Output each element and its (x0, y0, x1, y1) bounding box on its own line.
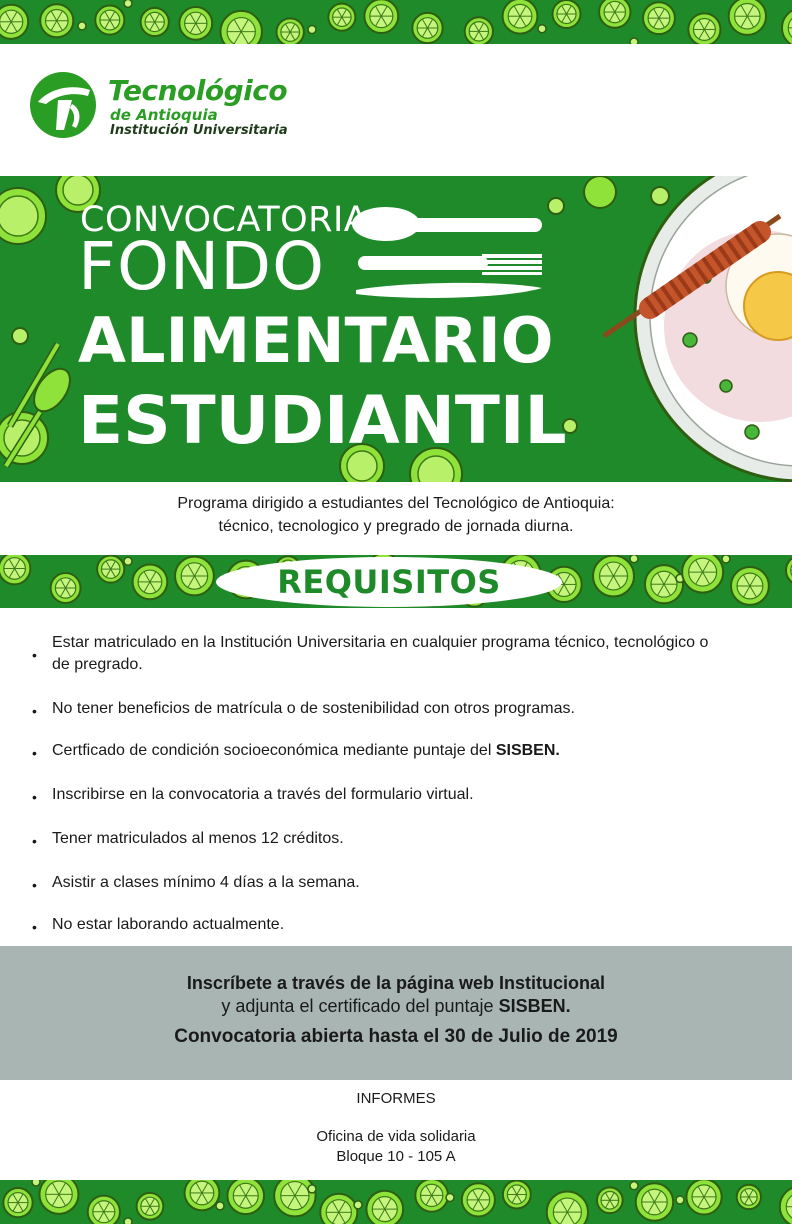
lime-slice-icon (786, 555, 792, 585)
lime-slice-icon (220, 11, 261, 44)
list-item (32, 740, 712, 762)
lime-slice-icon (503, 1181, 531, 1209)
intro-line: técnico, tecnologico y pregrado de jornada diurna. (218, 518, 574, 535)
institution-logo (28, 70, 368, 145)
lime-slice-icon (465, 17, 493, 44)
lime-slice-icon (320, 1194, 357, 1224)
hero-line-estudiantil: ESTUDIANTIL (78, 382, 567, 459)
lime-slice-icon (597, 1187, 623, 1213)
lime-slice-icon (3, 1188, 32, 1217)
lime-slice-icon (51, 573, 81, 603)
certificate-text: y adjunta el certificado del puntaje (221, 996, 499, 1016)
lime-slice-icon (729, 0, 766, 35)
lime-slice-icon (88, 1196, 120, 1224)
lime-slice-icon (276, 18, 303, 44)
bullet-icon: • (32, 919, 37, 935)
list-item (32, 872, 712, 894)
logo-mark-icon (28, 70, 98, 140)
contact-location: Bloque 10 - 105 A (336, 1148, 456, 1165)
lime-slice-icon (0, 555, 30, 584)
pea-icon (124, 1218, 132, 1224)
pea-icon (216, 1202, 224, 1210)
lime-slice-icon (688, 13, 720, 44)
bullet-icon: • (32, 647, 37, 663)
lime-slice-icon (175, 557, 214, 596)
lime-slice-icon (185, 1180, 220, 1210)
lime-slice-icon (141, 8, 169, 36)
lime-slice-icon (227, 1180, 264, 1214)
lime-slice-icon (686, 1180, 721, 1214)
pea-icon (124, 0, 132, 7)
list-item (32, 784, 712, 806)
sisben-label: SISBEN. (498, 996, 571, 1016)
lime-slice-icon (503, 0, 538, 34)
pea-icon (308, 26, 316, 34)
lime-slice-icon (599, 0, 630, 28)
lime-slice-icon (462, 1183, 495, 1216)
pea-icon (722, 555, 730, 563)
lime-slice-icon (328, 4, 355, 31)
hero-line-alimentario: ALIMENTARIO (78, 304, 554, 377)
pea-icon (676, 1196, 684, 1204)
lime-slice-icon (412, 13, 442, 43)
lime-slice-icon (552, 0, 580, 28)
lime-slice-icon (95, 5, 124, 34)
bullet-icon: • (32, 833, 37, 849)
pea-icon (538, 25, 546, 33)
lime-slice-icon (547, 1191, 588, 1224)
contact-heading: INFORMES (356, 1090, 436, 1107)
deadline-text: Convocatoria abierta hasta el 30 de Julio de 2019 (174, 1026, 618, 1047)
cutlery-icon (352, 207, 542, 298)
plate-illustration-icon (604, 176, 792, 481)
pea-icon (32, 1180, 40, 1186)
pea-icon (630, 1182, 638, 1190)
requirement-text: No tener beneficios de matrícula o de sostenibilidad con otros programas. (52, 700, 575, 717)
pea-icon (446, 1193, 454, 1201)
hero-line-fondo: FONDO (78, 228, 326, 305)
pea-icon (78, 22, 86, 30)
lime-slice-icon (415, 1180, 448, 1212)
bullet-icon: • (32, 745, 37, 761)
registration-info-band (0, 946, 792, 1080)
requirements-heading-pill (216, 557, 562, 607)
pea-icon (308, 1185, 316, 1193)
pea-icon (354, 1201, 362, 1209)
lime-slice-icon (737, 1185, 761, 1209)
lime-slice-icon (643, 2, 675, 34)
requirement-text: Inscribirse en la convocatoria a través del formulario virtual. (52, 786, 474, 803)
pea-icon (630, 38, 638, 44)
lime-slice-icon (179, 7, 212, 40)
lime-slice-icon (636, 1183, 674, 1221)
bottom-decorative-strip (0, 1180, 792, 1224)
list-item (32, 632, 712, 676)
lime-slice-icon (137, 1193, 164, 1220)
lime-slice-icon (782, 8, 792, 44)
requirement-text: Tener matriculados al menos 12 créditos. (52, 830, 344, 847)
requirement-text: Certficado de condición socioeconómica mediante puntaje del (52, 742, 496, 759)
requirement-text-wrap (52, 740, 712, 762)
lime-pattern (0, 0, 792, 44)
list-item (32, 698, 712, 720)
requirement-text: Estar matriculado en la Institución Universitaria en cualquier programa técnico, tecnológico o de pregrado. (52, 634, 709, 673)
requirements-title: REQUISITOS (277, 563, 501, 601)
requirement-text: No estar laborando actualmente. (52, 916, 285, 933)
lime-slice-icon (39, 1180, 78, 1214)
hero-banner (0, 176, 792, 482)
contact-office: Oficina de vida solidaria (316, 1128, 476, 1145)
list-item (32, 914, 712, 936)
bullet-icon: • (32, 877, 37, 893)
pea-icon (630, 555, 638, 563)
sisben-label: SISBEN. (495, 742, 560, 759)
certificate-instruction (0, 996, 792, 1017)
intro-line: Programa dirigido a estudiantes del Tecnológico de Antioquia: (177, 495, 615, 512)
requirement-text: Asistir a clases mínimo 4 días a la semana. (52, 874, 360, 891)
top-decorative-strip (0, 0, 792, 44)
lime-slice-icon (780, 1187, 792, 1224)
list-item (32, 828, 712, 850)
logo-subtitle: de Antioquia (110, 106, 218, 124)
bullet-icon: • (32, 789, 37, 805)
lime-slice-icon (133, 565, 168, 600)
lime-pattern (0, 1180, 792, 1224)
lime-slice-icon (97, 555, 124, 582)
registration-instruction: Inscríbete a través de la página web Institucional (186, 973, 606, 993)
program-description (0, 492, 792, 538)
lime-slice-icon (682, 555, 723, 593)
lime-slice-icon (731, 567, 769, 605)
lime-slice-icon (40, 4, 73, 37)
lime-slice-icon (364, 0, 398, 33)
lime-slice-icon (593, 556, 634, 597)
lime-slice-icon (0, 5, 28, 39)
lime-slice-icon (645, 565, 683, 603)
pea-icon (124, 557, 132, 565)
bullet-icon: • (32, 703, 37, 719)
logo-tagline: Institución Universitaria (110, 123, 288, 138)
logo-title: Tecnológico (108, 74, 288, 107)
hero-line-convocatoria: CONVOCATORIA (80, 200, 369, 240)
lime-slice-icon (366, 1191, 403, 1224)
